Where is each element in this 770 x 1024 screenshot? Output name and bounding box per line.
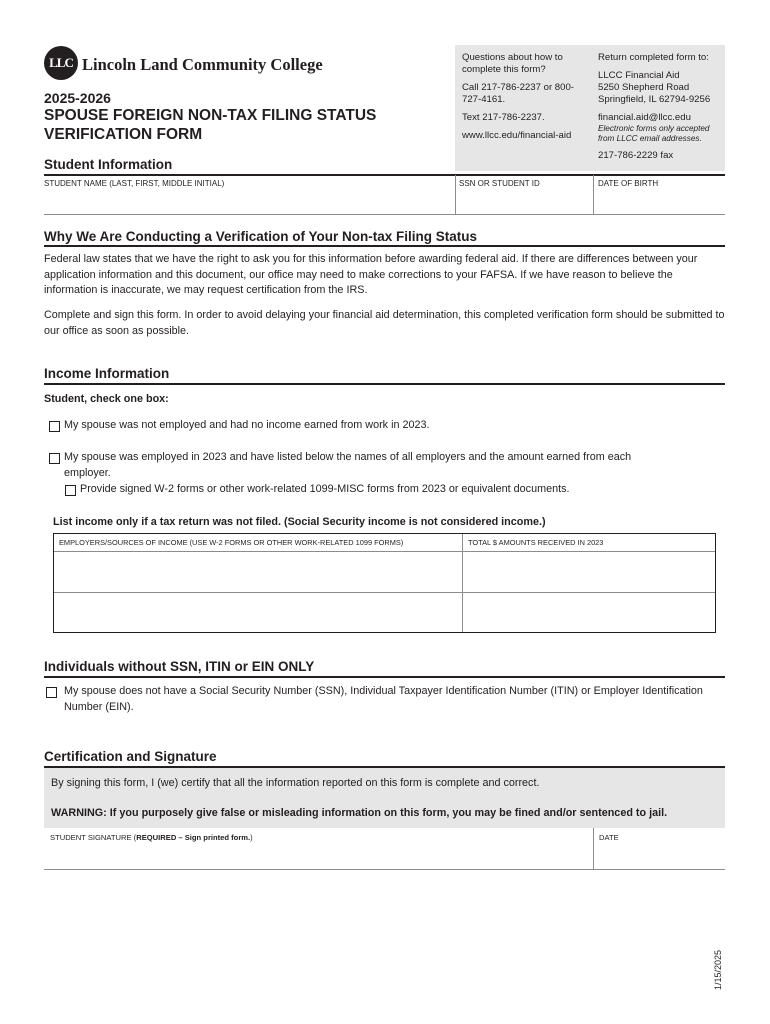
dob-label: DATE OF BIRTH (598, 179, 659, 188)
student-info-heading: Student Information (44, 157, 173, 172)
signature-bottom-line (44, 869, 725, 870)
logo-initials: LLC (49, 55, 73, 70)
w2-provided-label: Provide signed W-2 forms or other work-related 1099-MISC forms from 2023 or equivalent documents. (80, 483, 570, 495)
no-income-option-label: My spouse was not employed and had no income earned from work in 2023. (64, 419, 430, 431)
signature-label (50, 833, 253, 842)
field-divider (593, 175, 594, 215)
college-logo-icon (44, 46, 78, 80)
form-year: 2025-2026 (44, 90, 111, 106)
employers-column-header: EMPLOYERS/SOURCES OF INCOME (USE W-2 FORMS OR OTHER WORK-RELATED 1099 FORMS) (59, 538, 404, 547)
return-heading: Return completed form to: (598, 52, 709, 63)
contact-phone: Call 217-786-2237 or 800-727-4161. (462, 82, 575, 105)
signature-date-label: DATE (599, 833, 619, 842)
form-title-line2: VERIFICATION FORM (44, 126, 203, 143)
signature-date-field[interactable] (595, 845, 725, 869)
contact-text: Text 217-786-2237. (462, 112, 545, 123)
student-info-rule (44, 174, 725, 176)
certification-warning: WARNING: If you purposely give false or misleading information on this form, you may be fined and/or sentenced to jail. (51, 807, 668, 819)
college-name: Lincoln Land Community College (82, 55, 323, 74)
signature-label-close: ) (250, 833, 253, 842)
student-name-label: STUDENT NAME (LAST, FIRST, MIDDLE INITIAL) (44, 179, 225, 188)
revision-date: 1/15/2025 (713, 949, 723, 990)
employed-option-label: My spouse was employed in 2023 and have listed below the names of all employers and the amount earned from each employer. (64, 451, 632, 479)
income-table-note: List income only if a tax return was not filed. (Social Security income is not considered income.) (53, 516, 546, 528)
why-heading: Why We Are Conducting a Verification of Your Non-tax Filing Status (44, 229, 478, 244)
form-title (44, 106, 444, 144)
why-paragraph-1: Federal law states that we have the right to ask you for this information before awarding federal aid. If there are differences between your application information and this document, our office may need to make corrections to your FAFSA. If we have reason to believe the information is inaccurate, we may request certification from the IRS. (44, 253, 698, 296)
ssn-field[interactable] (457, 190, 592, 214)
contact-website-link[interactable]: www.llcc.edu/financial-aid (462, 130, 572, 141)
return-city: Springfield, IL 62794-9256 (598, 94, 711, 105)
certification-heading: Certification and Signature (44, 749, 217, 764)
signature-required-note: REQUIRED – Sign printed form. (136, 833, 251, 842)
contact-return-column (598, 52, 723, 168)
field-divider (593, 828, 594, 870)
no-ssn-option-label: My spouse does not have a Social Security Number (SSN), Individual Taxpayer Identification Number (ITIN) or Employer Identification Number (EIN). (64, 685, 703, 713)
contact-fax: 217-786-2229 fax (598, 150, 674, 161)
contact-questions: Questions about how to complete this form? (462, 52, 563, 75)
return-street: 5250 Shepherd Road (598, 82, 690, 93)
no-ssn-rule (44, 676, 725, 678)
no-ssn-heading: Individuals without SSN, ITIN or EIN ONLY (44, 659, 315, 674)
why-rule (44, 245, 725, 247)
form-title-line1: SPOUSE FOREIGN NON-TAX FILING STATUS (44, 107, 377, 124)
employer-cell[interactable] (54, 593, 461, 632)
field-divider (455, 175, 456, 215)
amount-cell[interactable] (463, 552, 715, 592)
ssn-label: SSN OR STUDENT ID (459, 179, 540, 188)
signature-label-text: STUDENT SIGNATURE ( (50, 833, 137, 842)
return-name: LLCC Financial Aid (598, 70, 680, 81)
employed-checkbox[interactable] (49, 453, 60, 464)
certification-statement: By signing this form, I (we) certify that all the information reported on this form is complete and correct. (51, 777, 540, 789)
return-address (598, 70, 723, 106)
income-rule (44, 383, 725, 385)
w2-provided-checkbox[interactable] (65, 485, 76, 496)
why-paragraph-2: Complete and sign this form. In order to avoid delaying your financial aid determination, this completed verification form should be submitted to our office as soon as possible. (44, 309, 725, 337)
contact-questions-column (462, 52, 590, 148)
email-note: Electronic forms only accepted from LLCC email addresses. (598, 124, 710, 143)
employer-cell[interactable] (54, 552, 461, 592)
signature-field[interactable] (44, 845, 592, 869)
income-table (53, 533, 716, 633)
amount-cell[interactable] (463, 593, 715, 632)
amount-column-header: TOTAL $ AMOUNTS RECEIVED IN 2023 (468, 538, 604, 547)
no-income-checkbox[interactable] (49, 421, 60, 432)
no-ssn-checkbox[interactable] (46, 687, 57, 698)
dob-field[interactable] (595, 190, 725, 214)
income-instruction: Student, check one box: (44, 393, 169, 405)
income-heading: Income Information (44, 366, 170, 381)
contact-email-link[interactable]: financial.aid@llcc.edu (598, 112, 691, 123)
student-info-bottom-line (44, 214, 725, 215)
student-name-field[interactable] (44, 190, 454, 214)
